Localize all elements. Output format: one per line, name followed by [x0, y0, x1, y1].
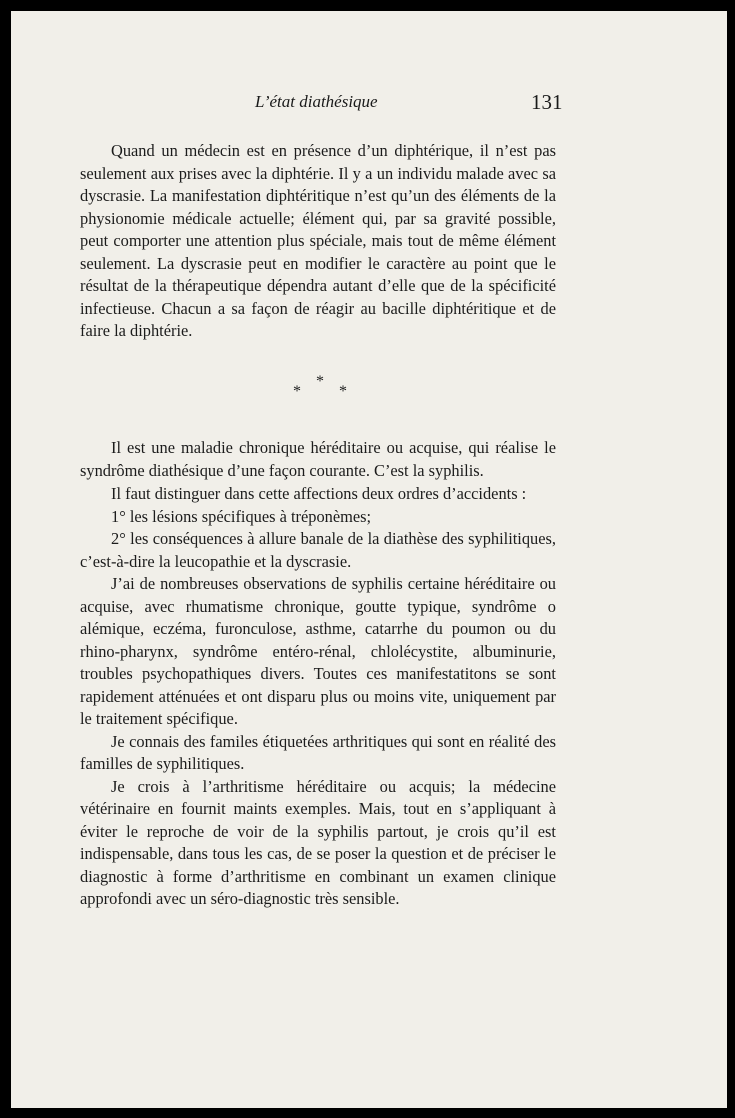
paragraph-syphilis-intro: Il est une maladie chronique héréditaire ou acquise, qui réalise le syndrôme diathésique d’une façon courante. C’est la syphilis.	[80, 438, 556, 480]
asterism-star: *	[293, 383, 301, 400]
section-asterism	[283, 373, 347, 403]
body-text-top	[80, 140, 556, 343]
paragraph-families: Je connais des familes étiquetées arthritiques qui sont en réalité des familles de syphilitiques.	[80, 731, 556, 773]
paragraph-item-2: 2° les conséquences à allure banale de la diathèse des syphilitiques, c’est-à-dire la leucopathie et la dyscrasie.	[80, 529, 556, 571]
paragraph-arthritism: Je crois à l’arthritisme héréditaire ou acquis; la médecine vétérinaire en fournit maints exemples. Mais, tout en s’appliquant à éviter le reproche de voir de la syphilis partout, je crois qu’il est indispensable, dans tous les cas, de se poser la question et de préciser le diagnostic à forme d’arthritisme en combinant un examen clinique approfondi avec un séro-diagnostic très sensible.	[80, 776, 556, 908]
body-text-bottom	[80, 437, 556, 911]
book-page	[11, 11, 727, 1108]
page-header	[11, 92, 727, 122]
asterism-star: *	[339, 383, 347, 400]
paragraph-item-1: 1° les lésions spécifiques à tréponèmes;	[111, 506, 372, 526]
asterism-star: *	[316, 373, 324, 390]
paragraph-two-orders: Il faut distinguer dans cette affections deux ordres d’accidents :	[111, 484, 527, 503]
paragraph-diphtheria: Quand un médecin est en présence d’un diphtérique, il n’est pas seulement aux prises avec la diphtérie. Il y a un individu malade avec sa dyscrasie. La manifestation diphtéritique n’est qu’un des éléments de la physionomie médicale actuelle; élément qui, par sa gravité possible, peut comporter une attention plus spéciale, mais tout de même élément seulement. La dyscrasie peut en modifier le caractère au point que le résultat de la thérapeutique dépendra autant d’elle que de la spécificité infectieuse. Chacun a sa façon de réagir au bacille diphtéritique et de faire la diphtérie.	[80, 141, 556, 340]
paragraph-observations: J’ai de nombreuses observations de syphilis certaine héréditaire ou acquise, avec rhumatisme chronique, goutte typique, syndrôme o alémique, eczéma, furonculose, asthme, catarrhe du poumon ou du rhino-pharynx, syndrôme entéro-rénal, chlolécystite, albuminurie, troubles psychopathiques divers. Toutes ces manifestatitons se sont rapidement atténuées et ont disparu plus ou moins vite, uniquement par le traitement spécifique.	[80, 574, 556, 728]
running-title: L’état diathésique	[255, 92, 378, 111]
page-number: 131	[531, 90, 563, 114]
